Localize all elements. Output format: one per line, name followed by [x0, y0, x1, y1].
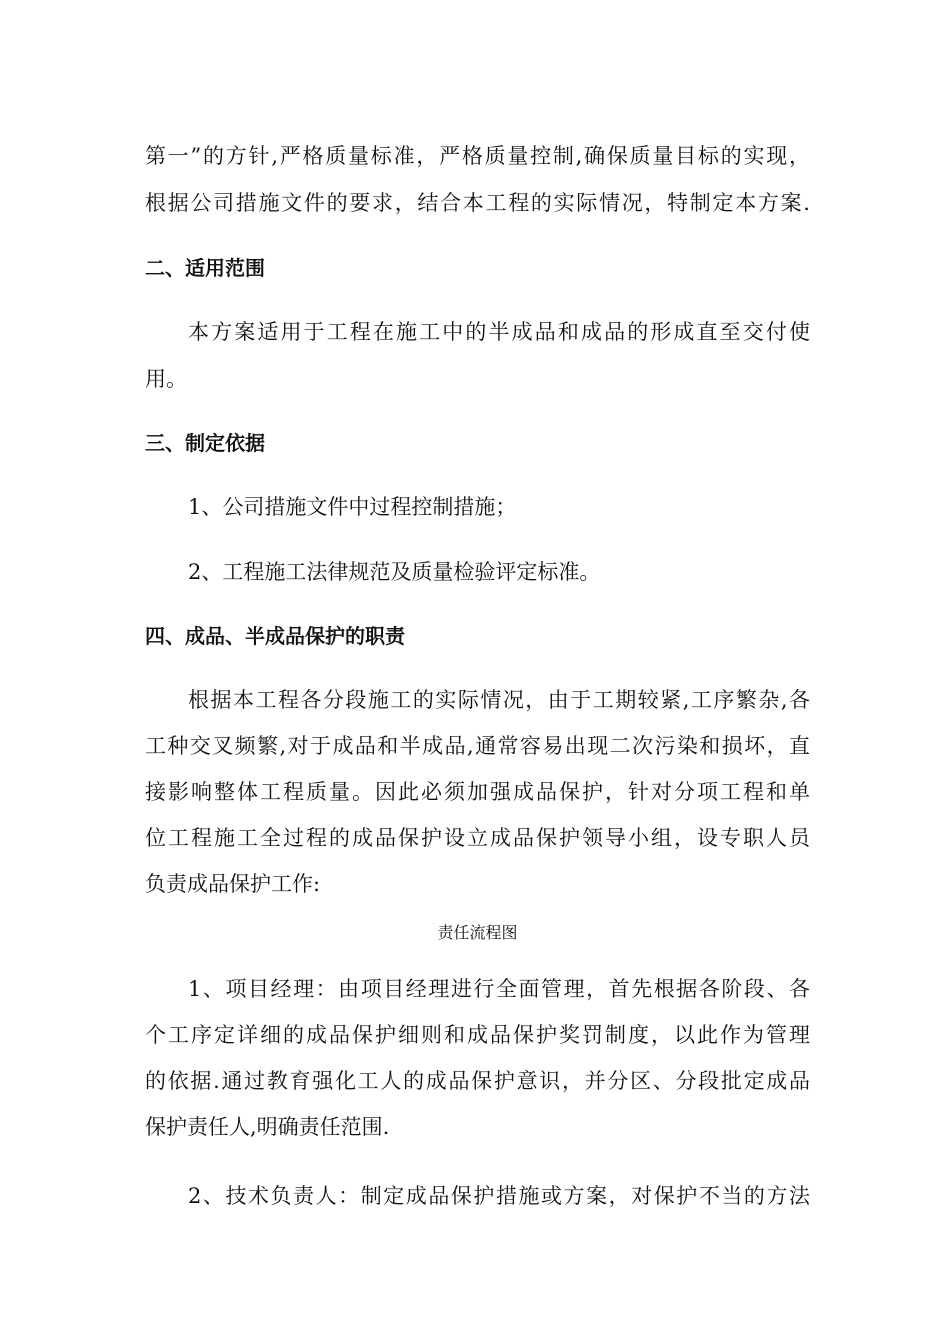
duties-line-4: 位工程施工全过程的成品保护设立成品保护领导小组，设专职人员: [145, 826, 810, 850]
duties-line-2: 工种交叉频繁,对于成品和半成品,通常容易出现二次污染和损坏，直: [145, 734, 810, 758]
scope-line-2: 用。: [145, 367, 187, 391]
intro-line-1: 第一”的方针,严格质量标准，严格质量控制,确保质量目标的实现，: [145, 144, 810, 168]
pm-line-3: 的依据.通过教育强化工人的成品保护意识，并分区、分段批定成品: [145, 1069, 810, 1093]
flowchart-caption: 责任流程图: [437, 923, 518, 942]
basis-item-1: 1、公司措施文件中过程控制措施；: [188, 495, 517, 519]
intro-line-2: 根据公司措施文件的要求，结合本工程的实际情况，特制定本方案.: [145, 191, 810, 215]
scope-line-1: 本方案适用于工程在施工中的半成品和成品的形成直至交付使: [188, 320, 810, 344]
duties-line-3: 接影响整体工程质量。因此必须加强成品保护，针对分项工程和单: [145, 780, 810, 804]
pm-line-2: 个工序定详细的成品保护细则和成品保护奖罚制度，以此作为管理: [145, 1023, 810, 1047]
basis-item-2: 2、工程施工法律规范及质量检验评定标准。: [188, 560, 601, 584]
heading-basis: 三、制定依据: [145, 431, 265, 455]
heading-duties: 四、成品、半成品保护的职责: [145, 624, 405, 648]
duties-line-5: 负责成品保护工作:: [145, 872, 321, 896]
duties-line-1: 根据本工程各分段施工的实际情况，由于工期较紧,工序繁杂,各: [188, 688, 810, 712]
tech-line-1: 2、技术负责人：制定成品保护措施或方案，对保护不当的方法: [188, 1184, 810, 1208]
pm-line-4: 保护责任人,明确责任范围.: [145, 1115, 390, 1139]
pm-line-1: 1、项目经理：由项目经理进行全面管理，首先根据各阶段、各: [188, 977, 810, 1001]
heading-scope: 二、适用范围: [145, 256, 265, 280]
